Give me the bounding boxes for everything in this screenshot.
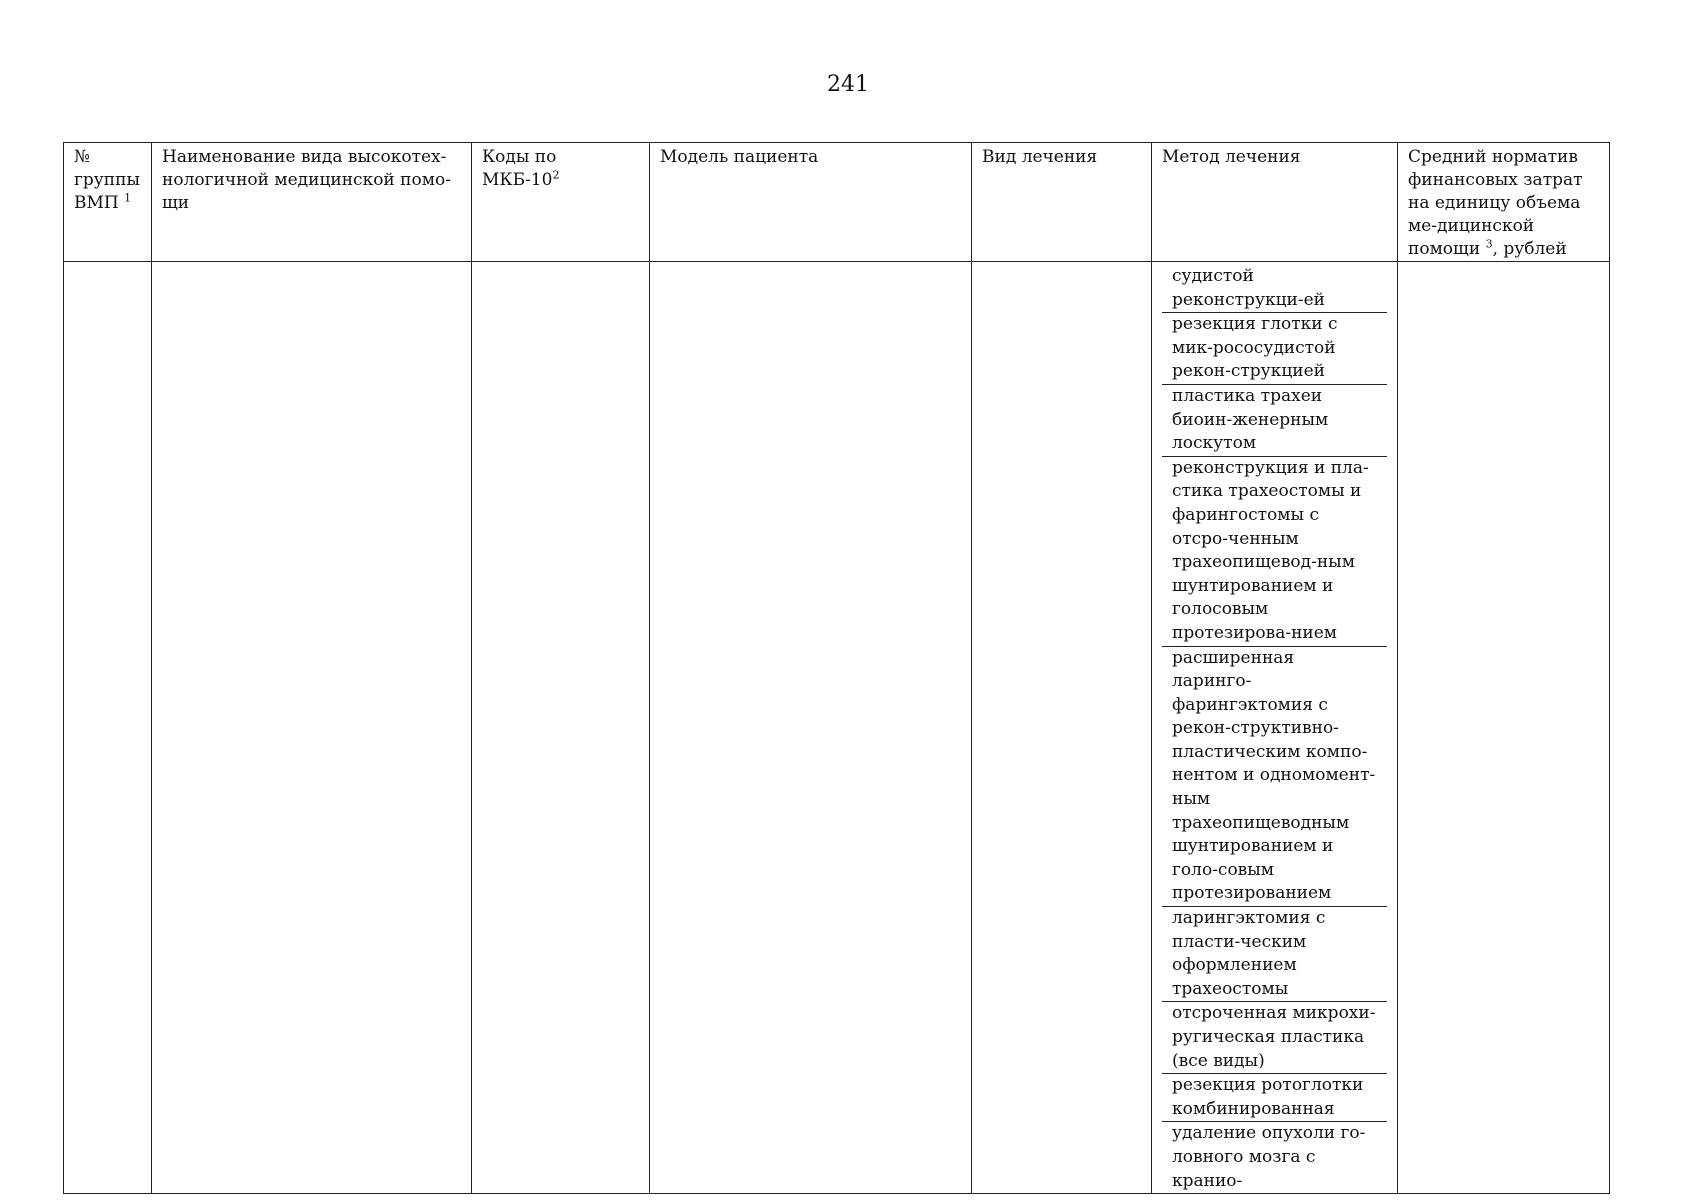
footnote-ref-3: 3 [1485, 237, 1493, 251]
method-item: расширенная ларинго-фарингэктомия с рекон-структивно-пластическим компо-нентом и одномомент-ным трахеопищеводным шунтированием и голо-совым протезированием [1162, 646, 1387, 907]
header-cost-norm: Средний норматив финансовых затрат на единицу объема ме-дицинской помощи $^3$, рублей [1398, 143, 1610, 262]
footnote-ref-2: 2 [552, 168, 560, 182]
method-item: реконструкция и пла-стика трахеостомы и фарингостомы с отсро-ченным трахеопищевод-ным шунтированием и голосовым протезирова-нием [1162, 456, 1387, 646]
table-row [64, 262, 1610, 1194]
header-care-type: Наименование вида высокотех-нологичной медицинской помо-щи [152, 143, 472, 262]
method-item: удаление опухоли го-ловного мозга с кранио- [1162, 1121, 1387, 1193]
cell-treatment-methods [1152, 262, 1398, 1194]
method-item: судистой реконструкци-ей [1172, 266, 1325, 310]
method-list [1162, 265, 1387, 1193]
cell-cost-norm [1398, 262, 1610, 1194]
method-item: ларингэктомия с пласти-ческим оформлением трахеостомы [1162, 906, 1387, 1001]
page-number: 241 [827, 72, 869, 97]
cell-patient-model [650, 262, 972, 1194]
header-treatment-method: Метод лечения [1152, 143, 1398, 262]
method-item: отсроченная микрохи-ругическая пластика (все виды) [1162, 1001, 1387, 1073]
header-icd-codes: Коды по МКБ-$10^2$ [472, 143, 650, 262]
cell-group-number [64, 262, 152, 1194]
method-item: резекция ротоглотки комбинированная [1162, 1073, 1387, 1121]
header-patient-model: Модель пациента [650, 143, 972, 262]
header-group-number: № группы ВМП $^1$ [64, 143, 152, 262]
cell-icd-codes [472, 262, 650, 1194]
method-item: резекция глотки с мик-рососудистой рекон-струкцией [1162, 312, 1387, 384]
footnote-ref-1: 1 [124, 191, 132, 205]
method-item: пластика трахеи биоин-женерным лоскутом [1162, 384, 1387, 456]
cell-treatment-type [972, 262, 1152, 1194]
cell-care-type [152, 262, 472, 1194]
header-treatment-type: Вид лечения [972, 143, 1152, 262]
vmp-table [63, 142, 1610, 1194]
table-header-row [64, 143, 1610, 262]
